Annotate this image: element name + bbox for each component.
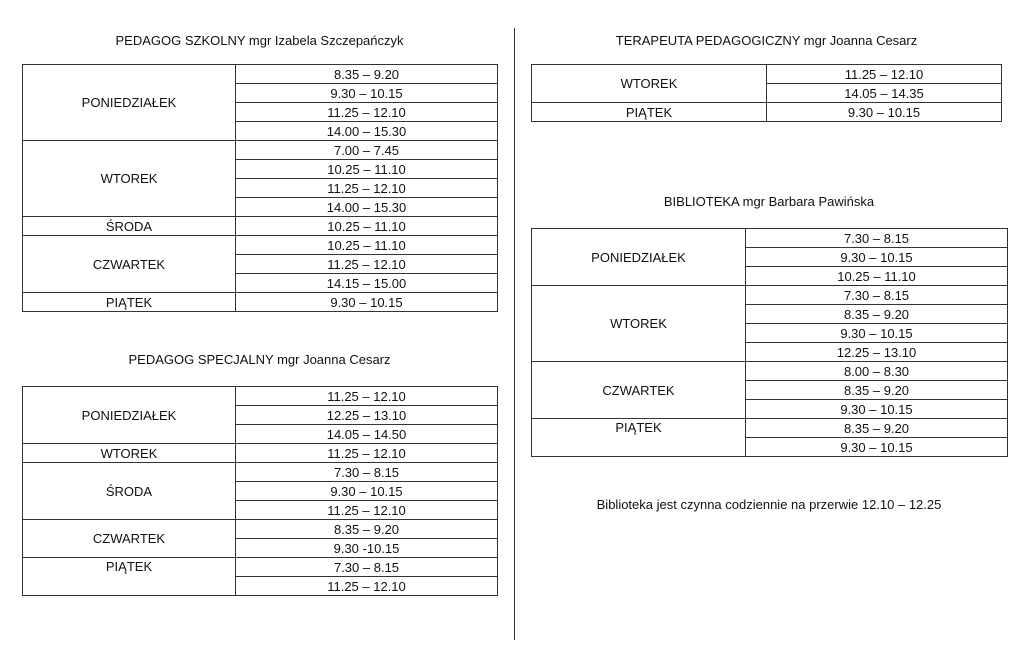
time-slot-cell: 12.25 – 13.10	[746, 343, 1008, 362]
time-slot-cell: 9.30 – 10.15	[236, 482, 498, 501]
table-row	[23, 520, 498, 539]
table-row	[23, 463, 498, 482]
biblioteka-title: BIBLIOTEKA mgr Barbara Pawińska	[663, 194, 875, 209]
day-cell: CZWARTEK	[23, 520, 236, 558]
time-slot-cell: 11.25 – 12.10	[236, 103, 498, 122]
day-cell: ŚRODA	[23, 217, 236, 236]
day-cell: PIĄTEK	[23, 558, 236, 596]
time-slot-cell: 12.25 – 13.10	[236, 406, 498, 425]
day-cell: CZWARTEK	[532, 362, 746, 419]
time-slot-cell: 10.25 – 11.10	[236, 236, 498, 255]
time-slot-cell: 11.25 – 12.10	[236, 577, 498, 596]
time-slot-cell: 14.05 – 14.35	[767, 84, 1002, 103]
table-row	[23, 65, 498, 84]
terapeuta-title: TERAPEUTA PEDAGOGICZNY mgr Joanna Cesarz	[615, 33, 918, 48]
time-slot-cell: 8.35 – 9.20	[746, 419, 1008, 438]
time-slot-cell: 9.30 – 10.15	[236, 84, 498, 103]
table-row	[23, 293, 498, 312]
time-slot-cell: 7.00 – 7.45	[236, 141, 498, 160]
time-slot-cell: 9.30 – 10.15	[767, 103, 1002, 122]
time-slot-cell: 11.25 – 12.10	[236, 501, 498, 520]
day-cell: CZWARTEK	[23, 236, 236, 293]
time-slot-cell: 8.35 – 9.20	[236, 65, 498, 84]
biblioteka-note: Biblioteka jest czynna codziennie na przerwie 12.10 – 12.25	[596, 497, 942, 512]
day-cell: PIĄTEK	[532, 419, 746, 457]
day-cell: WTOREK	[23, 141, 236, 217]
day-cell: PIĄTEK	[532, 103, 767, 122]
day-cell: PIĄTEK	[23, 293, 236, 312]
table-row	[532, 286, 1008, 305]
table-row	[532, 103, 1002, 122]
pedagog-szkolny-title: PEDAGOG SZKOLNY mgr Izabela Szczepańczyk	[115, 33, 404, 48]
table-row	[23, 217, 498, 236]
table-row	[23, 236, 498, 255]
time-slot-cell: 14.15 – 15.00	[236, 274, 498, 293]
table-row	[23, 387, 498, 406]
pedagog-specjalny-table	[22, 386, 498, 596]
day-cell: PONIEDZIAŁEK	[532, 229, 746, 286]
time-slot-cell: 11.25 – 12.10	[236, 255, 498, 274]
time-slot-cell: 14.00 – 15.30	[236, 122, 498, 141]
time-slot-cell: 11.25 – 12.10	[236, 444, 498, 463]
time-slot-cell: 9.30 – 10.15	[746, 438, 1008, 457]
terapeuta-table	[531, 64, 1002, 122]
time-slot-cell: 10.25 – 11.10	[746, 267, 1008, 286]
time-slot-cell: 7.30 – 8.15	[746, 229, 1008, 248]
time-slot-cell: 14.05 – 14.50	[236, 425, 498, 444]
time-slot-cell: 10.25 – 11.10	[236, 160, 498, 179]
time-slot-cell: 9.30 – 10.15	[746, 400, 1008, 419]
table-row	[532, 362, 1008, 381]
day-cell: WTOREK	[23, 444, 236, 463]
time-slot-cell: 8.35 – 9.20	[746, 305, 1008, 324]
table-row	[23, 558, 498, 577]
time-slot-cell: 9.30 – 10.15	[746, 324, 1008, 343]
table-row	[23, 444, 498, 463]
day-cell: PONIEDZIAŁEK	[23, 387, 236, 444]
time-slot-cell: 9.30 – 10.15	[746, 248, 1008, 267]
time-slot-cell: 7.30 – 8.15	[236, 463, 498, 482]
time-slot-cell: 11.25 – 12.10	[236, 179, 498, 198]
time-slot-cell: 9.30 – 10.15	[236, 293, 498, 312]
time-slot-cell: 7.30 – 8.15	[236, 558, 498, 577]
day-cell: ŚRODA	[23, 463, 236, 520]
time-slot-cell: 11.25 – 12.10	[236, 387, 498, 406]
day-cell: WTOREK	[532, 65, 767, 103]
biblioteka-table	[531, 228, 1008, 457]
table-row	[23, 141, 498, 160]
pedagog-szkolny-table	[22, 64, 498, 312]
time-slot-cell: 8.35 – 9.20	[236, 520, 498, 539]
time-slot-cell: 9.30 -10.15	[236, 539, 498, 558]
table-row	[532, 229, 1008, 248]
time-slot-cell: 14.00 – 15.30	[236, 198, 498, 217]
time-slot-cell: 8.00 – 8.30	[746, 362, 1008, 381]
time-slot-cell: 11.25 – 12.10	[767, 65, 1002, 84]
pedagog-specjalny-title: PEDAGOG SPECJALNY mgr Joanna Cesarz	[128, 352, 391, 367]
day-cell: WTOREK	[532, 286, 746, 362]
column-divider	[514, 28, 515, 640]
time-slot-cell: 7.30 – 8.15	[746, 286, 1008, 305]
time-slot-cell: 10.25 – 11.10	[236, 217, 498, 236]
day-cell: PONIEDZIAŁEK	[23, 65, 236, 141]
table-row	[532, 419, 1008, 438]
table-row	[532, 65, 1002, 84]
time-slot-cell: 8.35 – 9.20	[746, 381, 1008, 400]
